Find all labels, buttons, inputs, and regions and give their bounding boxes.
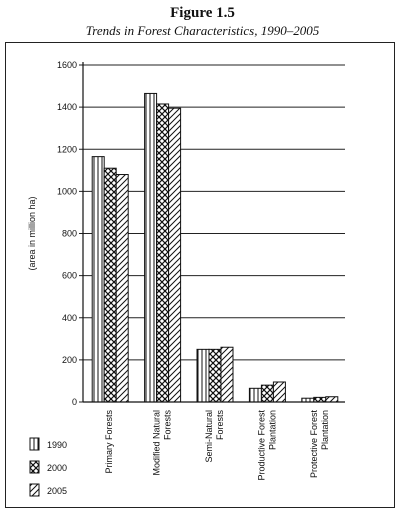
legend-swatch-2000 xyxy=(30,461,39,473)
y-tick-label: 1600 xyxy=(56,60,77,70)
x-tick-label: Protective ForestPlantation xyxy=(308,410,330,479)
y-tick-label: 800 xyxy=(61,228,77,239)
legend-swatch-2005 xyxy=(30,484,39,496)
y-tick-label: 400 xyxy=(61,312,77,323)
bar-2000-1 xyxy=(104,168,116,402)
figure-label: Figure 1.5 xyxy=(170,5,235,21)
bar-1990-1 xyxy=(92,157,104,402)
legend-swatch-1990 xyxy=(30,438,39,450)
y-axis-label: (area in million ha) xyxy=(27,196,37,271)
y-tick-label: 1200 xyxy=(56,144,77,155)
legend-label-2005: 2005 xyxy=(47,486,68,496)
x-tick-label: Modified NaturalForests xyxy=(151,410,173,476)
bar-2000-5 xyxy=(314,397,326,402)
y-tick-label: 1000 xyxy=(56,186,77,197)
bar-1990-4 xyxy=(249,388,261,402)
bar-2005-4 xyxy=(273,382,285,402)
figure-title: Trends in Forest Characteristics, 1990–2005 xyxy=(85,23,320,38)
legend-label-1990: 1990 xyxy=(47,440,68,450)
x-tick-label: Productive ForestPlantation xyxy=(256,410,278,481)
bar-2005-2 xyxy=(169,108,181,402)
bar-2000-3 xyxy=(209,349,221,402)
bars-layer xyxy=(92,93,338,402)
bar-2005-5 xyxy=(326,397,338,402)
bar-2005-3 xyxy=(221,347,233,402)
y-tick-label: 1400 xyxy=(56,102,77,113)
bar-1990-2 xyxy=(145,93,157,402)
legend-label-2000: 2000 xyxy=(47,463,68,473)
legend xyxy=(30,438,67,496)
y-tick-label: 200 xyxy=(61,354,77,365)
bar-2005-1 xyxy=(116,175,128,402)
x-tick-label: Primary Forests xyxy=(104,410,115,474)
y-tick-label: 600 xyxy=(61,270,77,281)
bar-1990-3 xyxy=(197,349,209,402)
labels-layer xyxy=(104,410,330,481)
y-tick-label: 0 xyxy=(71,397,77,407)
bar-2000-2 xyxy=(157,104,169,402)
x-tick-label: Semi-NaturalForests xyxy=(204,410,225,463)
bar-2000-4 xyxy=(261,385,273,402)
